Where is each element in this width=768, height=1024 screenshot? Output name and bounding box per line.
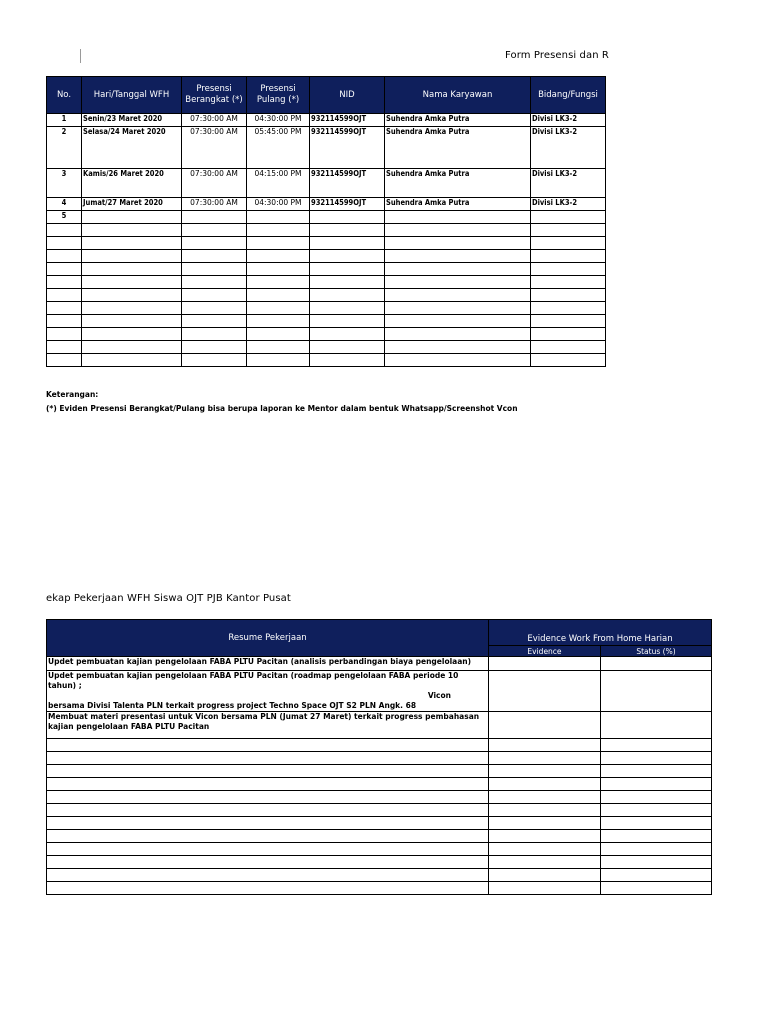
cell-name: Suhendra Amka Putra xyxy=(385,169,531,198)
col-header-nid: NID xyxy=(310,77,385,114)
table-row xyxy=(47,169,606,198)
table-row xyxy=(47,869,712,882)
cell-status xyxy=(601,657,712,671)
presensi-table xyxy=(46,76,606,367)
col-header-status: Status (%) xyxy=(601,646,712,657)
table-row xyxy=(47,657,712,671)
text-cursor xyxy=(80,49,81,63)
cell-nid: 932114599OJT xyxy=(310,198,385,211)
resume-line: bersama Divisi Talenta PLN terkait progress project Techno Space OJT S2 PLN Angk. 68 xyxy=(48,701,417,710)
col-header-check-out: Presensi Pulang (*) xyxy=(247,77,310,114)
table-row xyxy=(47,739,712,752)
cell-resume xyxy=(47,712,489,739)
cell-name: Suhendra Amka Putra xyxy=(385,198,531,211)
cell-division xyxy=(531,211,606,224)
table-row xyxy=(47,791,712,804)
resume-line: kajian pengelolaan FABA PLTU Pacitan xyxy=(48,722,210,731)
table-row xyxy=(47,114,606,127)
cell-resume xyxy=(47,671,489,712)
col-header-evidence: Evidence xyxy=(489,646,601,657)
cell-check-in: 07:30:00 AM xyxy=(182,169,247,198)
table-row xyxy=(47,752,712,765)
cell-check-in xyxy=(182,211,247,224)
table-row xyxy=(47,224,606,237)
table-row xyxy=(47,237,606,250)
cell-no: 5 xyxy=(47,211,82,224)
table-row xyxy=(47,354,606,367)
empty-rows xyxy=(47,739,712,895)
cell-status xyxy=(601,712,712,739)
table-row xyxy=(47,315,606,328)
col-header-check-in: Presensi Berangkat (*) xyxy=(182,77,247,114)
table-row xyxy=(47,263,606,276)
cell-nid: 932114599OJT xyxy=(310,114,385,127)
cell-division: Divisi LK3-2 xyxy=(531,169,606,198)
col-header-resume: Resume Pekerjaan xyxy=(47,620,489,657)
cell-date: Senin/23 Maret 2020 xyxy=(82,114,182,127)
cell-no: 1 xyxy=(47,114,82,127)
table-row xyxy=(47,843,712,856)
cell-check-in: 07:30:00 AM xyxy=(182,198,247,211)
col-header-no: No. xyxy=(47,77,82,114)
table-row xyxy=(47,198,606,211)
form-title-part-2: ekap Pekerjaan WFH Siswa OJT PJB Kantor Pusat xyxy=(46,593,291,604)
table-row xyxy=(47,830,712,843)
cell-date: Jumat/27 Maret 2020 xyxy=(82,198,182,211)
table-row xyxy=(47,250,606,263)
cell-check-out: 05:45:00 PM xyxy=(247,127,310,169)
cell-nid: 932114599OJT xyxy=(310,169,385,198)
rekap-table xyxy=(46,619,712,895)
table-row xyxy=(47,671,712,712)
cell-division: Divisi LK3-2 xyxy=(531,114,606,127)
col-header-date: Hari/Tanggal WFH xyxy=(82,77,182,114)
cell-status xyxy=(601,671,712,712)
cell-resume: Updet pembuatan kajian pengelolaan FABA PLTU Pacitan (analisis perbandingan biaya pengelolaan) xyxy=(47,657,489,671)
cell-check-in: 07:30:00 AM xyxy=(182,127,247,169)
cell-nid xyxy=(310,211,385,224)
keterangan-text: (*) Eviden Presensi Berangkat/Pulang bisa berupa laporan ke Mentor dalam bentuk Whatsapp/Screenshot Vcon xyxy=(46,404,518,413)
cell-check-out: 04:30:00 PM xyxy=(247,114,310,127)
keterangan-label: Keterangan: xyxy=(46,390,99,399)
table-row xyxy=(47,302,606,315)
cell-evidence xyxy=(489,671,601,712)
col-header-name: Nama Karyawan xyxy=(385,77,531,114)
cell-division: Divisi LK3-2 xyxy=(531,198,606,211)
cell-check-out: 04:30:00 PM xyxy=(247,198,310,211)
cell-division: Divisi LK3-2 xyxy=(531,127,606,169)
table-row xyxy=(47,211,606,224)
cell-date: Selasa/24 Maret 2020 xyxy=(82,127,182,169)
table-row xyxy=(47,778,712,791)
cell-evidence xyxy=(489,657,601,671)
table-row xyxy=(47,276,606,289)
table-row xyxy=(47,341,606,354)
cell-no: 3 xyxy=(47,169,82,198)
empty-rows xyxy=(47,224,606,367)
resume-line: Membuat materi presentasi untuk Vicon bersama PLN (Jumat 27 Maret) terkait progress pembahasan xyxy=(48,712,480,721)
table-row xyxy=(47,804,712,817)
cell-name: Suhendra Amka Putra xyxy=(385,114,531,127)
table-row xyxy=(47,712,712,739)
cell-nid: 932114599OJT xyxy=(310,127,385,169)
table-row xyxy=(47,817,712,830)
form-title-part-1: Form Presensi dan R xyxy=(505,50,609,61)
table-row xyxy=(47,882,712,895)
cell-check-out: 04:15:00 PM xyxy=(247,169,310,198)
cell-date xyxy=(82,211,182,224)
resume-line: Vicon xyxy=(427,691,451,700)
cell-no: 4 xyxy=(47,198,82,211)
cell-name xyxy=(385,211,531,224)
cell-name: Suhendra Amka Putra xyxy=(385,127,531,169)
table-row xyxy=(47,856,712,869)
resume-line: Updet pembuatan kajian pengelolaan FABA PLTU Pacitan (roadmap pengelolaan FABA periode 10 tahun) ; xyxy=(48,671,459,690)
cell-evidence xyxy=(489,712,601,739)
cell-date: Kamis/26 Maret 2020 xyxy=(82,169,182,198)
table-row xyxy=(47,289,606,302)
table-row xyxy=(47,765,712,778)
cell-check-in: 07:30:00 AM xyxy=(182,114,247,127)
cell-no: 2 xyxy=(47,127,82,169)
col-header-evidence-group: Evidence Work From Home Harian xyxy=(489,620,712,646)
table-row xyxy=(47,328,606,341)
table-row xyxy=(47,127,606,169)
col-header-division: Bidang/Fungsi xyxy=(531,77,606,114)
cell-check-out xyxy=(247,211,310,224)
